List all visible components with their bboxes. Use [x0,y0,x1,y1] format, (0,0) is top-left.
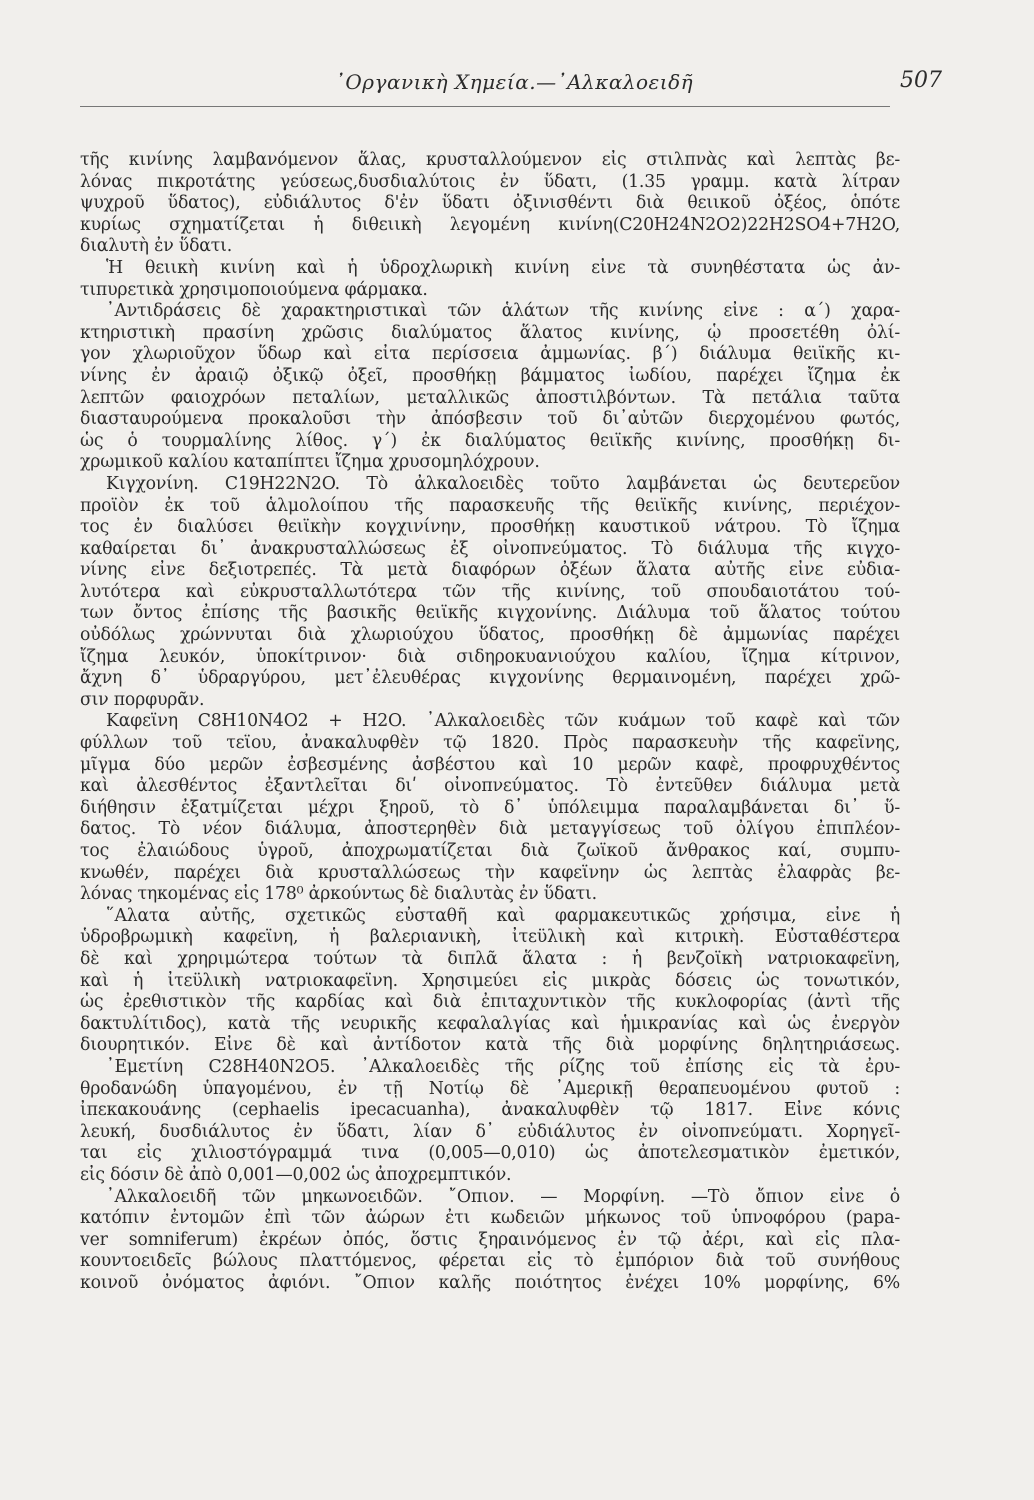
text-line: καὶ ἡ ἰτεϋλικὴ νατριοκαφεΐνη. Χρησιμεύει εἰς μικρὰς δόσεις ὡς τονωτικόν, [80,970,900,991]
text-line: διουρητικόν. Εἶνε δὲ καὶ ἀντίδοτον κατὰ τῆς διὰ μορφίνης δηλητηριάσεως. [80,1035,900,1056]
text-line: Καφεΐνη C8H10N4O2 + H2O. ᾽Αλκαλοειδὲς τῶν κυάμων τοῦ καφὲ καὶ τῶν [106,711,900,732]
page-number: 507 [900,68,942,93]
text-line: τιπυρετικὰ χρησιμοποιούμενα φάρμακα. [80,279,428,300]
text-line: καὶ ἀλεσθέντος ἐξαντλεῖται διʹ οἰνοπνεύματος. Τὸ ἐντεῦθεν διάλυμα μετὰ [80,776,900,797]
text-line: λεπτῶν φαιοχρόων πεταλίων, μεταλλικῶς ἀποστιλβόντων. Τὰ πετάλια ταῦτα [80,387,900,408]
text-line: γον χλωριοῦχον ὕδωρ καὶ εἶτα περίσσεια ἀμμωνίας. β΄) διάλυμα θειϊκῆς κι- [80,344,900,365]
text-line: ται εἰς χιλιοστόγραμμά τινα (0,005—0,010) ὡς ἀποτελεσματικὸν ἐμετικόν, [80,1143,900,1164]
text-line: νίνης εἶνε δεξιοτρεπές. Τὰ μετὰ διαφόρων ὀξέων ἅλατα αὐτῆς εἶνε εὐδια- [80,560,900,581]
text-line: τος ἐλαιώδους ὑγροῦ, ἀποχρωματίζεται διὰ ζωϊκοῦ ἄνθρακος καί, συμπυ- [80,841,900,861]
text-line: τος ἐν διαλύσει θειϊκὴν κογχινίνην, προσθήκῃ καυστικοῦ νάτρου. Τὸ ἴζημα [80,517,900,538]
text-line: ὑδροβρωμικὴ καφεΐνη, ἡ βαλεριανικὴ, ἰτεϋλικὴ καὶ κιτρικὴ. Εὐσταθέστερα [80,927,900,948]
text-line: ᾽Εμετίνη C28H40N2O5. ᾽Αλκαλοειδὲς τῆς ρίζης τοῦ ἐπίσης εἰς τὰ ἐρυ- [106,1056,900,1077]
text-line: δατος. Τὸ νέον διάλυμα, ἀποστερηθὲν διὰ μεταγγίσεως τοῦ ὀλίγου ἐπιπλέον- [80,819,900,840]
text-line: φύλλων τοῦ τεΐου, ἀνακαλυφθὲν τῷ 1820. Πρὸς παρασκευὴν τῆς καφεΐνης, [80,733,900,754]
text-line: χρωμικοῦ καλίου καταπίπτει ἴζημα χρυσομηλόχρουν. [80,452,540,473]
body-text [80,150,900,1294]
text-line: κοινοῦ ὀνόματος ἀφιόνι. ῎Οπιον καλῆς ποιότητος ἐνέχει 10% μορφίνης, 6% [80,1272,900,1293]
text-line: νίνης ἐν ἀραιῷ ὀξικῷ ὀξεῖ, προσθήκῃ βάμματος ἰωδίου, παρέχει ἴζημα ἐκ [80,365,900,386]
header-rule [80,106,890,107]
text-line: ὡς ἐρεθιστικὸν τῆς καρδίας καὶ διὰ ἐπιταχυντικὸν τῆς κυκλοφορίας (ἀντὶ τῆς [80,992,900,1013]
text-line: ᾽Αλκαλοειδῆ τῶν μηκωνοειδῶν. ῎Οπιον. — Μορφίνη. —Τὸ ὄπιον εἶνε ὁ [106,1186,900,1207]
text-line: Κιγχονίνη. C19H22N2O. Τὸ ἀλκαλοειδὲς τοῦτο λαμβάνεται ὡς δευτερεῦον [106,473,900,494]
text-line: μῖγμα δύο μερῶν ἐσβεσμένης ἀσβέστου καὶ 10 μερῶν καφὲ, προφρυχθέντος [80,754,900,775]
text-line: προϊὸν ἐκ τοῦ ἁλμολοίπου τῆς παρασκευῆς τῆς θειϊκῆς κινίνης, περιέχον- [80,495,900,516]
text-line: λυτότερα καὶ εὐκρυσταλλωτότερα τῶν τῆς κινίνης, τοῦ σπουδαιοτάτου τού- [80,581,900,602]
text-line: κουντοειδεῖς βώλους πλαττόμενος, φέρεται εἰς τὸ ἐμπόριον διὰ τοῦ συνήθους [80,1251,900,1272]
running-header [80,60,948,110]
text-line: ἴζημα λευκόν, ὑποκίτρινον· διὰ σιδηροκυανιούχου καλίου, ἴζημα κίτρινον, [80,646,900,667]
text-line: τῆς κινίνης λαμβανόμενον ἅλας, κρυσταλλούμενον εἰς στιλπνὰς καὶ λεπτὰς βε- [80,150,900,170]
text-line: Ἡ θειικὴ κινίνη καὶ ἡ ὑδροχλωρικὴ κινίνη εἶνε τὰ συνηθέστατα ὡς ἀν- [106,257,900,278]
text-line: ver somniferum) ἐκρέων ὀπός, ὅστις ξηραινόμενος ἐν τῷ ἀέρι, καὶ εἰς πλα- [80,1229,900,1250]
text-line: ῞Αλατα αὐτῆς, σχετικῶς εὐσταθῆ καὶ φαρμακευτικῶς χρήσιμα, εἶνε ἡ [106,905,900,926]
text-line: κτηριστικὴ πρασίνη χρῶσις διαλύματος ἅλατος κινίνης, ᾧ προσετέθη ὀλί- [80,322,900,343]
text-line: λόνας πικροτάτης γεύσεως,δυσδιαλύτοις ἐν ὕδατι, (1.35 γραμμ. κατὰ λίτραν [80,171,900,192]
text-line: λευκή, δυσδιάλυτος ἐν ὕδατι, λίαν δ᾽ εὐδιάλυτος ἐν οἰνοπνεύματι. Χορηγεῖ- [80,1121,900,1142]
text-line: ὡς ὁ τουρμαλίνης λίθος. γ΄) ἐκ διαλύματος θειϊκῆς κινίνης, προσθήκῃ δι- [80,430,900,451]
text-line: δὲ καὶ χρηριμώτερα τούτων τὰ διπλᾶ ἅλατα : ἡ βενζοϊκὴ νατριοκαφεΐνη, [80,948,900,969]
text-line: εἰς δόσιν δὲ ἀπὸ 0,001—0,002 ὡς ἀποχρεμπτικόν. [80,1164,512,1185]
text-line: λόνας τηκομένας εἰς 178⁰ ἀρκούντως δὲ διαλυτὰς ἐν ὕδατι. [80,884,597,905]
text-line: ἰπεκακουάνης (cephaelis ipecacuanha), ἀνακαλυφθὲν τῷ 1817. Εἶνε κόνις [80,1100,900,1121]
text-line: διήθησιν ἐξατμίζεται μέχρι ξηροῦ, τὸ δ᾽ ὑπόλειμμα παραλαμβάνεται δι᾽ ὕ- [80,797,900,818]
running-title: ᾽Οργανικὴ Χημεία.—᾽Αλκαλοειδῆ [334,70,694,94]
text-line: καθαίρεται δι᾽ ἀνακρυσταλλώσεως ἐξ οἰνοπνεύματος. Τὸ διάλυμα τῆς κιγχο- [80,538,900,559]
text-line: ψυχροῦ ὕδατος), εὐδιάλυτος δ'ἐν ὕδατι ὀξινισθέντι διὰ θειικοῦ ὀξέος, ὁπότε [80,193,900,214]
text-line: των ὄντος ἐπίσης τῆς βασικῆς θειϊκῆς κιγχονίνης. Διάλυμα τοῦ ἅλατος τούτου [80,603,900,624]
text-line: διαλυτὴ ἐν ὕδατι. [80,236,232,257]
text-line: διασταυρούμενα προκαλοῦσι τὴν ἀπόσβεσιν τοῦ δι᾽αὐτῶν διερχομένου φωτός, [80,409,900,430]
text-line: οὐδόλως χρώννυται διὰ χλωριούχου ὕδατος, προσθήκῃ δὲ ἀμμωνίας παρέχει [80,625,900,646]
text-line: κατόπιν ἐντομῶν ἐπὶ τῶν ἀώρων ἐτι κωδειῶν μήκωνος τοῦ ὑπνοφόρου (papa- [80,1208,900,1229]
text-line: δακτυλίτιδος), κατὰ τῆς νευρικῆς κεφαλαλγίας καὶ ἡμικρανίας καὶ ὡς ἐνεργὸν [80,1013,900,1034]
text-line: κνωθέν, παρέχει διὰ κρυσταλλώσεως τὴν καφεΐνην ὡς λεπτὰς ἐλαφρὰς βε- [80,862,900,883]
text-line: ἄχνη δ᾽ ὑδραργύρου, μετ᾽ἐλευθέρας κιγχονίνης θερμαινομένη, παρέχει χρῶ- [80,668,900,689]
text-line: κυρίως σχηματίζεται ἡ διθειικὴ λεγομένη κινίνη(C20H24N2O2)22H2SO4+7H2O, [80,214,900,235]
text-line: ᾽Αντιδράσεις δὲ χαρακτηριστικαὶ τῶν ἁλάτων τῆς κινίνης εἶνε : α΄) χαρα- [106,301,900,322]
text-line: σιν πορφυρᾶν. [80,689,205,710]
text-line: θροδανώδη ὑπαγομένου, ἐν τῇ Νοτίῳ δὲ ᾽Αμερικῇ θεραπευομένου φυτοῦ : [80,1078,900,1099]
